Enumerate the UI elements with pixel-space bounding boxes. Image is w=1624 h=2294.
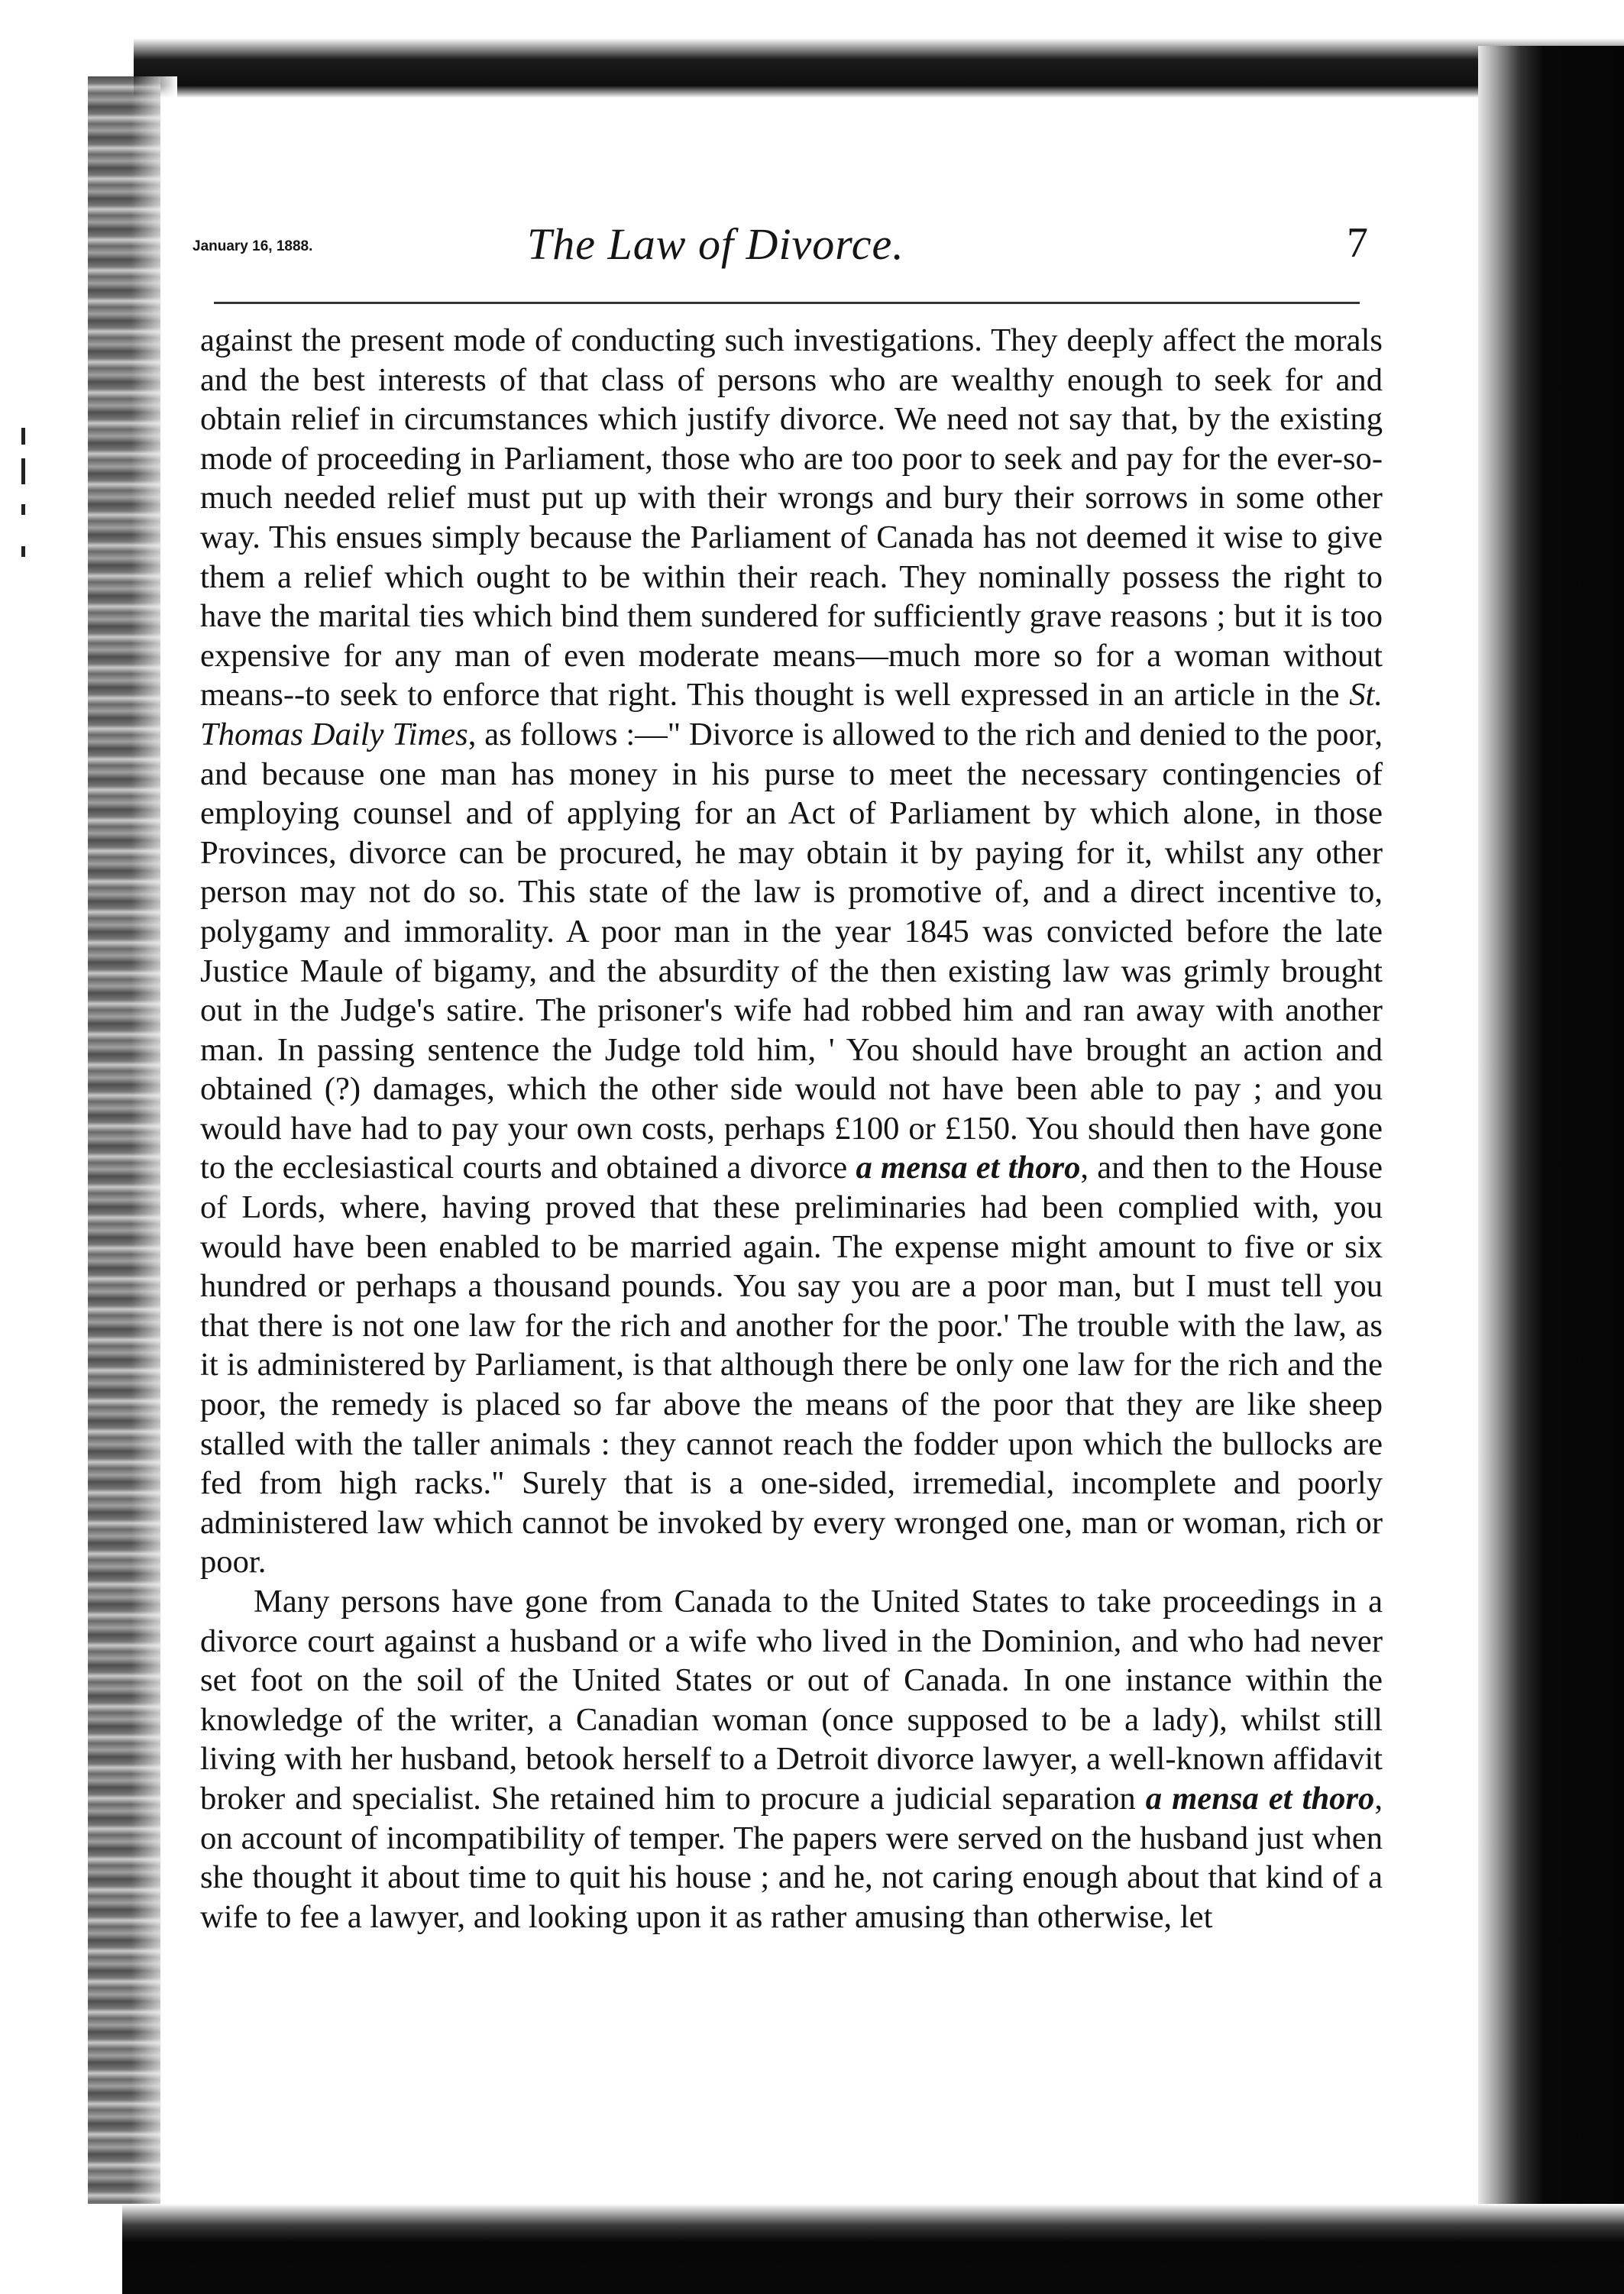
paragraph — [200, 1582, 1383, 1936]
running-title: The Law of Divorce. — [527, 219, 904, 269]
paragraph-text: against the present mode of conducting such investigations. They deeply affect the morals and the best interests of that class of persons who are wealthy enough to seek for and obtain relief in circumstances which justify divorce. We need not say that, by the existing mode of proceeding in Parliament, those who are too poor to seek and pay for the ever-so-much needed relief must put up with their wrongs and bury their sorrows in some other way. This ensues simply because the Parliament of Canada has not deemed it wise to give them a relief which ought to be within their reach. They nominally possess the right to have the marital ties which bind them sundered for sufficiently grave reasons ; but it is too expensive for any man of even moderate means—much more so for a woman without means--to seek to enforce that right. This thought is well expressed in an article in the — [200, 322, 1383, 713]
scan-top-edge — [0, 0, 1624, 138]
paragraph-text: , as follows :—" Divorce is allowed to the rich and denied to the poor, and because one man has money in his purse to meet the necessary contingencies of employing counsel and of applying for an Act of Parliament by which alone, in those Provinces, divorce can be procured, he may obtain it by paying for it, whilst any other person may not do so. This state of the law is promotive of, and a direct incentive to, polygamy and immorality. A poor man in the year 1845 was convicted before the late Justice Maule of bigamy, and the absurdity of the then existing law was grimly brought out in the Judge's satire. The prisoner's wife had robbed him and ran away with another man. In passing sentence the Judge told him, ' You should have brought an action and obtained (?) damages, which the other side would not have been able to pay ; and you would have had to pay your own costs, perhaps £100 or £150. You should then have gone to the ecclesiastical courts and obtained a divorce — [200, 716, 1383, 1186]
scan-speck — [21, 546, 25, 557]
scan-right-edge — [1478, 46, 1624, 2294]
scan-margin — [0, 2204, 122, 2294]
page-number: 7 — [1347, 219, 1368, 267]
paragraph-text: Many persons have gone from Canada to the United States to take proceedings in a divorce court against a husband or a wife who lived in the Dominion, and who had never set foot on the soil of the United States or out of Canada. In one instance within the knowledge of the writer, a Canadian woman (once supposed to be a lady), whilst still living with her husband, betook herself to a Detroit divorce lawyer, a well-known affidavit broker and specialist. She retained him to procure a judicial separation — [200, 1584, 1383, 1817]
article-body — [200, 321, 1383, 1936]
scan-left-fade — [131, 76, 177, 2269]
header-date: January 16, 1888. — [192, 238, 313, 254]
scan-speck — [21, 428, 25, 445]
newspaper-title: St. Thomas Daily Times — [200, 677, 1383, 752]
header-rule — [214, 302, 1360, 304]
scan-speck — [21, 504, 25, 515]
latin-phrase: a mensa et thoro — [856, 1150, 1081, 1186]
latin-phrase: a mensa et thoro — [1145, 1780, 1375, 1817]
paragraph-text: , on account of incompatibility of temper. The papers were served on the husband just when she thought it about time to quit his house ; and he, not caring enough about that kind of a wife to fee a lawyer, and looking upon it as rather amusing than otherwise, let — [200, 1780, 1383, 1935]
scan-speck — [21, 458, 25, 484]
paragraph-text: , and then to the House of Lords, where, having proved that these preliminaries had been complied with, you would have been enabled to be married again. The expense might amount to five or six hundred or perhaps a thousand pounds. You say you are a poor man, but I must tell you that there is not one law for the rich and another for the poor.' The trouble with the law, as it is administered by Parliament, is that although there be only one law for the rich and the poor, the remedy is placed so far above the means of the poor that they are like sheep stalled with the taller animals : they cannot reach the fodder upon which the bullocks are fed from high racks." Surely that is a one-sided, irremedial, incomplete and poorly administered law which cannot be invoked by every wronged one, man or woman, rich or poor. — [200, 1150, 1383, 1581]
scan-bottom-edge — [122, 2204, 1624, 2294]
paragraph — [200, 321, 1383, 1582]
